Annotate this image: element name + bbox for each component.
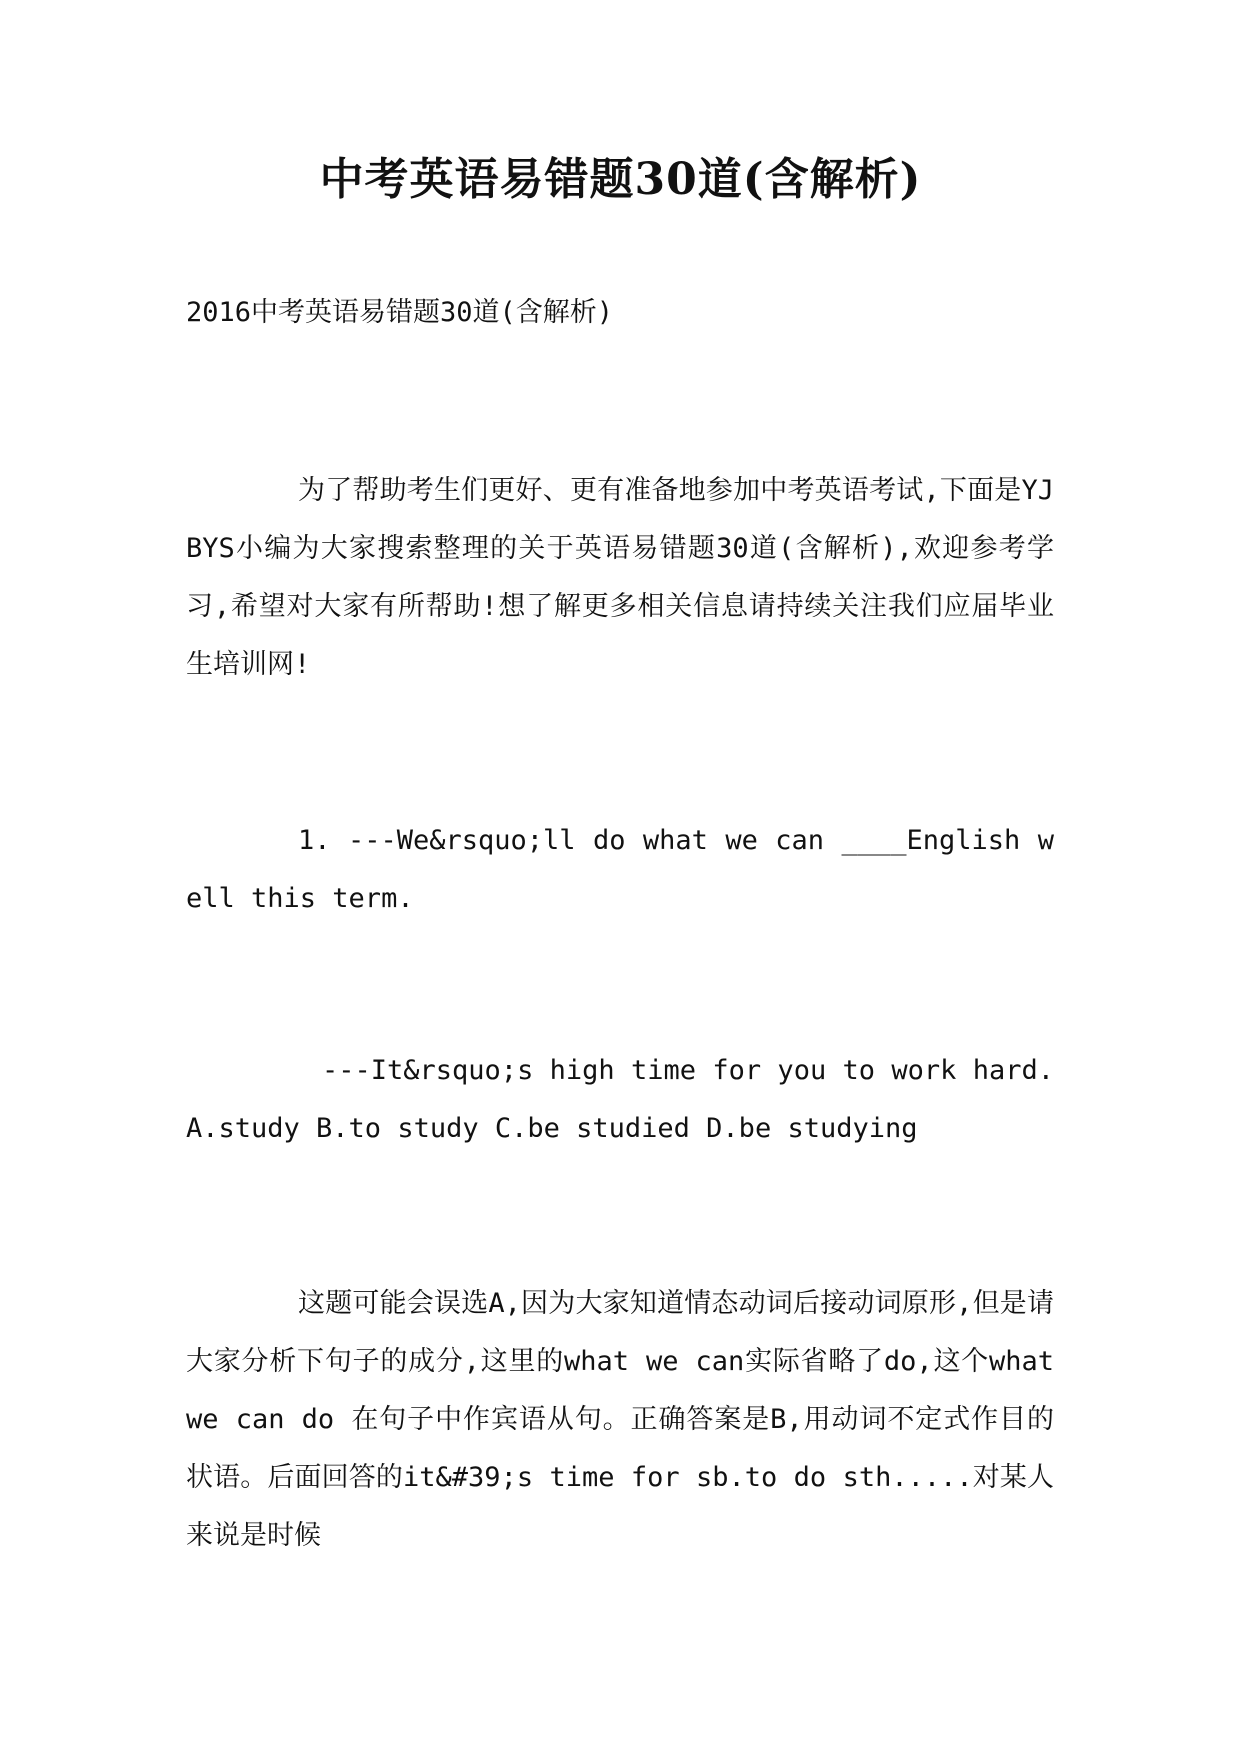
question-1-reply-paragraph: ---It&rsquo;s high time for you to work hard.A.study B.to study C.be studied D.be studying: [186, 1055, 1054, 1144]
intro-paragraph: 为了帮助考生们更好、更有准备地参加中考英语考试,下面是YJBYS小编为大家搜索整理的关于英语易错题30道(含解析),欢迎参考学习,希望对大家有所帮助!想了解更多相关信息请持续关注我们应届毕业生培训网!: [186, 475, 1054, 680]
question-1-paragraph: 1. ---We&rsquo;ll do what we can ____English well this term.: [186, 825, 1054, 914]
analysis-paragraph: 这题可能会误选A,因为大家知道情态动词后接动词原形,但是请大家分析下句子的成分,这里的what we can实际省略了do,这个what we can do 在句子中作宾语从句。正确答案是B,用动词不定式作目的状语。后面回答的it&#39;s time for sb.to do sth.....对某人来说是时候: [186, 1288, 1054, 1551]
document-title: 中考英语易错题30道(含解析): [319, 154, 922, 205]
document-subtitle: 2016中考英语易错题30道(含解析): [186, 297, 614, 328]
